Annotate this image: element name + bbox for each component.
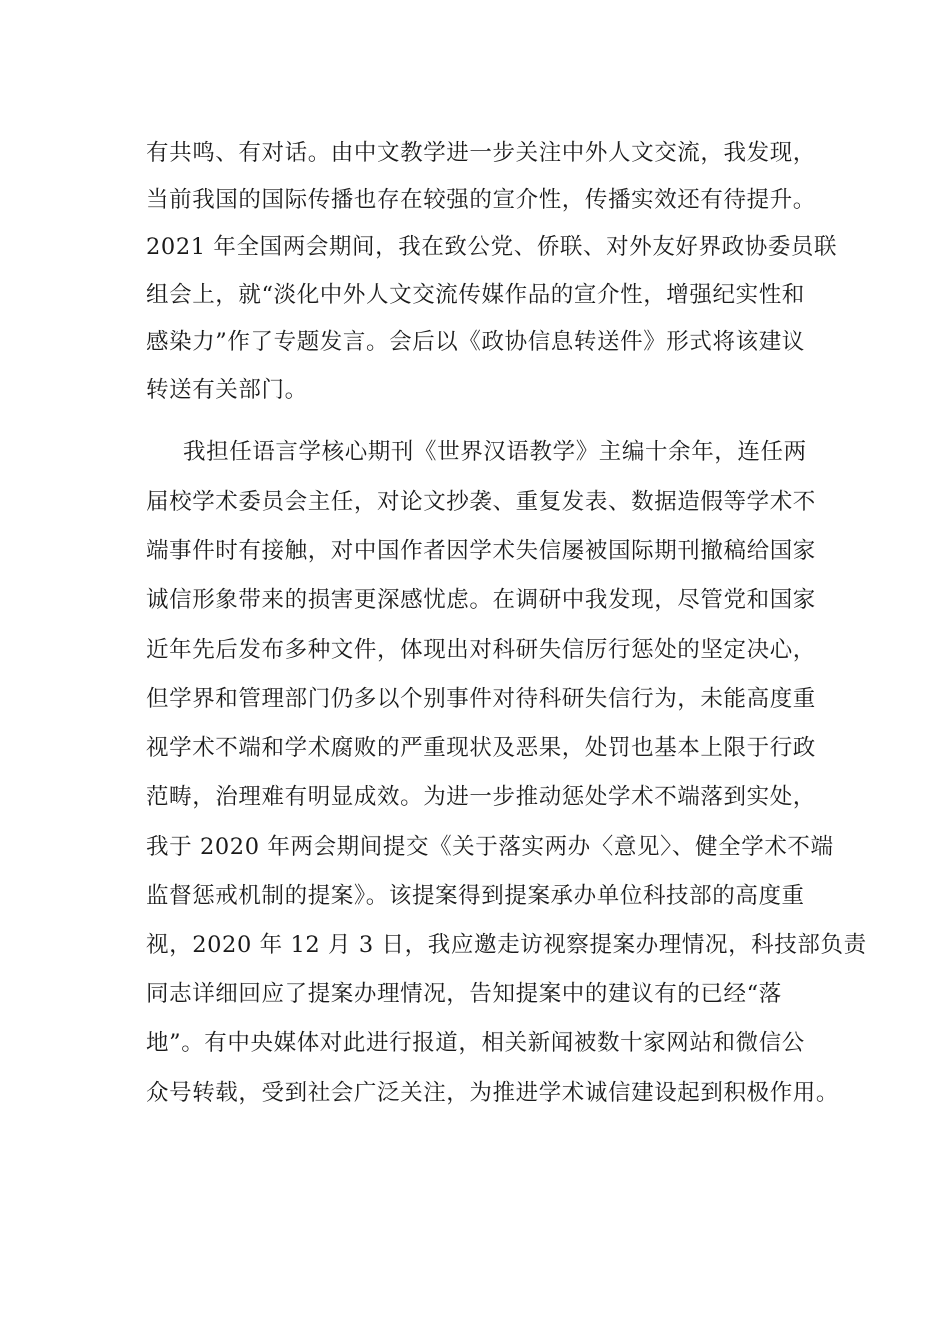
- text-line: 视学术不端和学术腐败的严重现状及恶果，处罚也基本上限于行政: [146, 735, 816, 761]
- text-line: 届校学术委员会主任，对论文抄袭、重复发表、数据造假等学术不: [146, 489, 816, 515]
- text-line: 视，2020 年 12 月 3 日，我应邀走访视察提案办理情况，科技部负责: [146, 932, 867, 958]
- text-line: 感染力”作了专题发言。会后以《政协信息转送件》形式将该建议: [146, 329, 805, 355]
- text-line: 但学界和管理部门仍多以个别事件对待科研失信行为，未能高度重: [146, 686, 816, 712]
- text-line: 转送有关部门。: [146, 377, 308, 403]
- text-line: 范畴，治理难有明显成效。为进一步推动惩处学术不端落到实处，: [146, 784, 816, 810]
- text-line: 诚信形象带来的损害更深感忧虑。在调研中我发现，尽管党和国家: [146, 587, 816, 613]
- text-line: 组会上，就“淡化中外人文交流传媒作品的宣介性，增强纪实性和: [146, 282, 805, 308]
- text-line: 同志详细回应了提案办理情况，告知提案中的建议有的已经“落: [146, 981, 782, 1007]
- text-line: 端事件时有接触，对中国作者因学术失信屡被国际期刊撤稿给国家: [146, 538, 816, 564]
- text-line: 众号转载，受到社会广泛关注，为推进学术诚信建设起到积极作用。: [146, 1080, 840, 1106]
- text-line: 监督惩戒机制的提案》。该提案得到提案承办单位科技部的高度重: [146, 883, 805, 909]
- text-line: 近年先后发布多种文件，体现出对科研失信厉行惩处的坚定决心，: [146, 637, 816, 663]
- text-line: 我于 2020 年两会期间提交《关于落实两办〈意见〉、健全学术不端: [146, 834, 834, 860]
- text-line: 2021 年全国两会期间，我在致公党、侨联、对外友好界政协委员联: [146, 234, 838, 260]
- text-line: 当前我国的国际传播也存在较强的宣介性，传播实效还有待提升。: [146, 187, 816, 213]
- text-line: 我担任语言学核心期刊《世界汉语教学》主编十余年，连任两: [183, 439, 807, 465]
- text-line: 有共鸣、有对话。由中文教学进一步关注中外人文交流，我发现，: [146, 140, 816, 166]
- text-line: 地”。有中央媒体对此进行报道，相关新闻被数十家网站和微信公: [146, 1030, 805, 1056]
